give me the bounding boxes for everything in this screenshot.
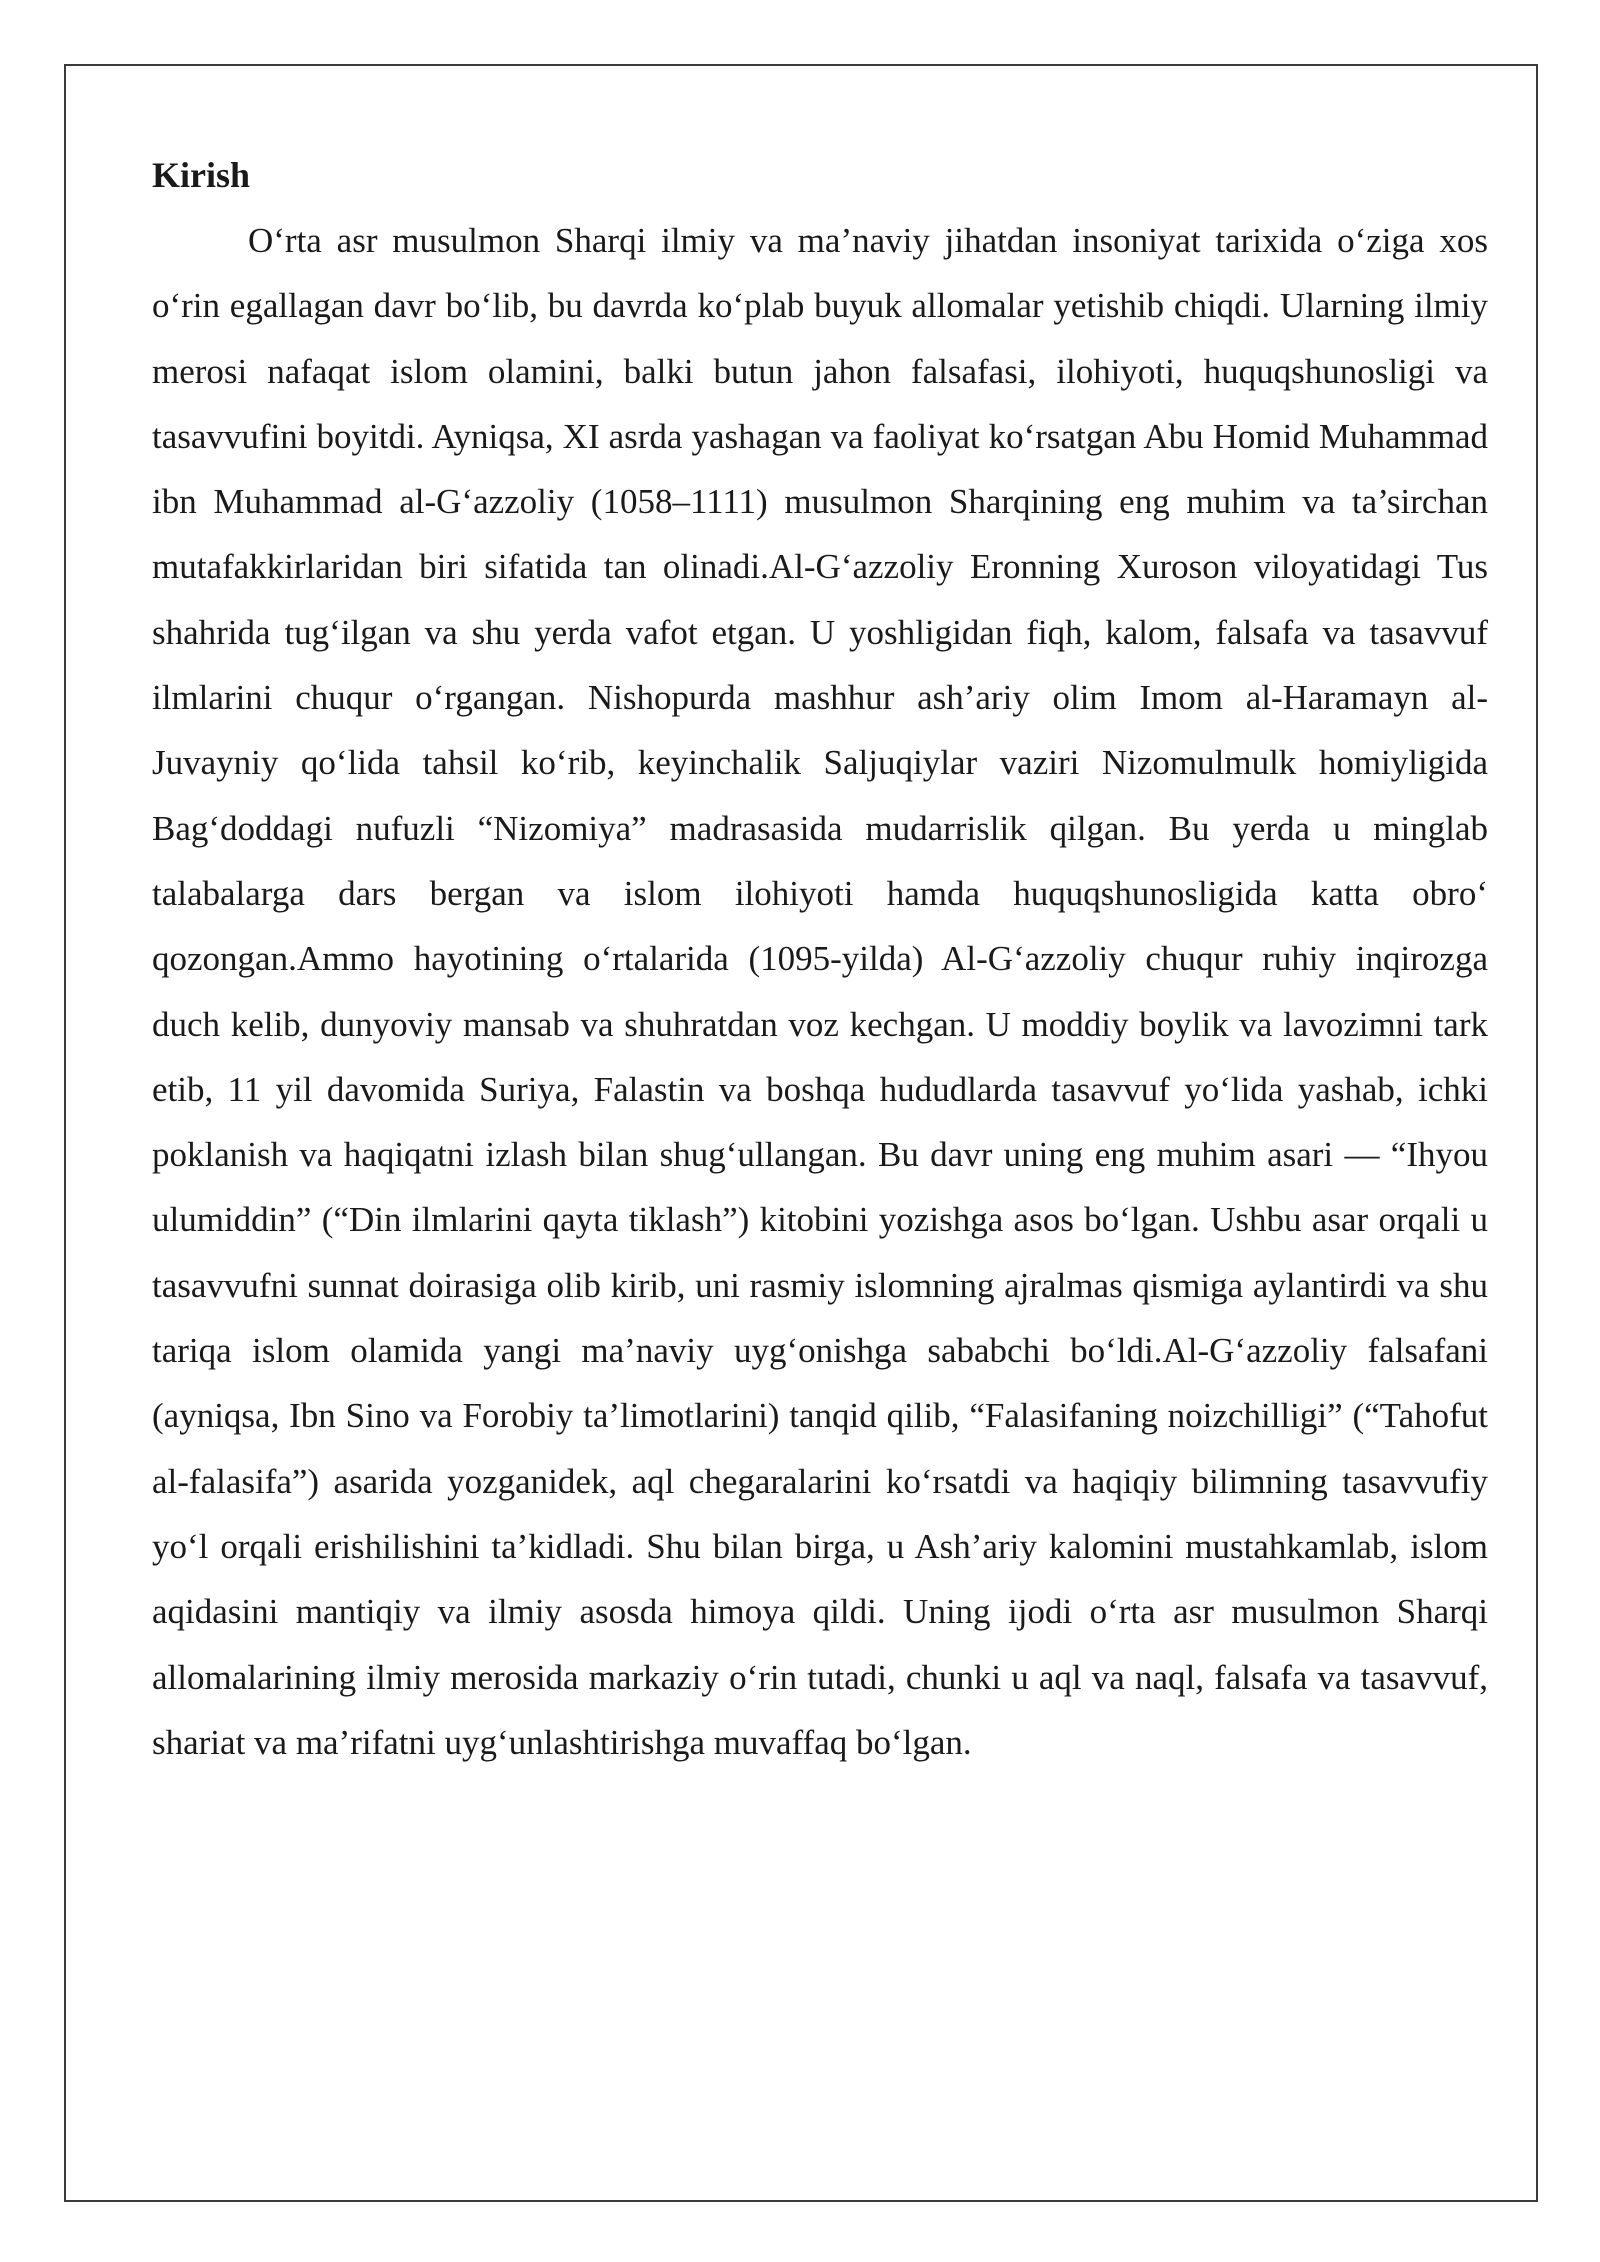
document-content <box>152 143 1488 1775</box>
body-paragraph: O‘rta asr musulmon Sharqi ilmiy va ma’naviy jihatdan insoniyat tarixida o‘ziga xos o‘rin egallagan davr bo‘lib, bu davrda ko‘plab buyuk allomalar yetishib chiqdi. Ularning ilmiy merosi nafaqat islom olamini, balki butun jahon falsafasi, ilohiyoti, huquqshunosligi va tasavvufini boyitdi. Ayniqsa, XI asrda yashagan va faoliyat ko‘rsatgan Abu Homid Muhammad ibn Muhammad al-G‘azzoliy (1058–1111) musulmon Sharqining eng muhim va ta’sirchan mutafakkirlaridan biri sifatida tan olinadi.Al-G‘azzoliy Eronning Xuroson viloyatidagi Tus shahrida tug‘ilgan va shu yerda vafot etgan. U yoshligidan fiqh, kalom, falsafa va tasavvuf ilmlarini chuqur o‘rgangan. Nishopurda mashhur ash’ariy olim Imom al-Haramayn al-Juvayniy qo‘lida tahsil ko‘rib, keyinchalik Saljuqiylar vaziri Nizomulmulk homiyligida Bag‘doddagi nufuzli “Nizomiya” madrasasida mudarrislik qilgan. Bu yerda u minglab talabalarga dars bergan va islom ilohiyoti hamda huquqshunosligida katta obro‘ qozongan.Ammo hayotining o‘rtalarida (1095-yilda) Al-G‘azzoliy chuqur ruhiy inqirozga duch kelib, dunyoviy mansab va shuhratdan voz kechgan. U moddiy boylik va lavozimni tark etib, 11 yil davomida Suriya, Falastin va boshqa hududlarda tasavvuf yo‘lida yashab, ichki poklanish va haqiqatni izlash bilan shug‘ullangan. Bu davr uning eng muhim asari — “Ihyou ulumiddin” (“Din ilmlarini qayta tiklash”) kitobini yozishga asos bo‘lgan. Ushbu asar orqali u tasavvufni sunnat doirasiga olib kirib, uni rasmiy islomning ajralmas qismiga aylantirdi va shu tariqa islom olamida yangi ma’naviy uyg‘onishga sababchi bo‘ldi.Al-G‘azzoliy falsafani (ayniqsa, Ibn Sino va Forobiy ta’limotlarini) tanqid qilib, “Falasifaning noizchilligi” (“Tahofut al-falasifa”) asarida yozganidek, aql chegaralarini ko‘rsatdi va haqiqiy bilimning tasavvufiy yo‘l orqali erishilishini ta’kidladi. Shu bilan birga, u Ash’ariy kalomini mustahkamlab, islom aqidasini mantiqiy va ilmiy asosda himoya qildi. Uning ijodi o‘rta asr musulmon Sharqi allomalarining ilmiy merosida markaziy o‘rin tutadi, chunki u aql va naql, falsafa va tasavvuf, shariat va ma’rifatni uyg‘unlashtirishga muvaffaq bo‘lgan. <box>152 221 1488 1762</box>
section-heading: Kirish <box>152 155 251 195</box>
